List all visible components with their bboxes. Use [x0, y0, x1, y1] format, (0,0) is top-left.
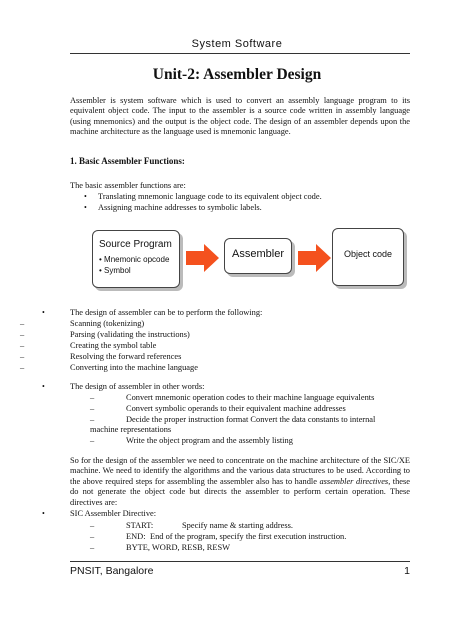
assembler-directives-term: assembler directives — [319, 476, 389, 486]
design-item: Resolving the forward references — [70, 352, 182, 361]
design-item: Converting into the machine language — [70, 363, 198, 372]
object-code-label: Object code — [343, 249, 393, 259]
function-item: Assigning machine addresses to symbolic labels. — [98, 203, 262, 212]
dash: – — [20, 352, 25, 361]
dash: – — [90, 532, 95, 541]
other-item-continued: machine representations — [90, 425, 172, 434]
directive-name: START: — [126, 521, 154, 530]
other-item: Convert symbolic operands to their equivalent machine addresses — [126, 404, 346, 413]
dash: – — [90, 543, 95, 552]
bullet: • — [42, 308, 45, 317]
object-code-box — [332, 228, 404, 286]
page-number: 1 — [404, 565, 410, 577]
footer-institution: PNSIT, Bangalore — [70, 565, 154, 577]
sic-directive-label: SIC Assembler Directive: — [70, 509, 157, 518]
directive-name: END: — [126, 532, 146, 541]
other-item: Decide the proper instruction format Convert the data constants to internal — [126, 415, 376, 424]
right-arrow-icon — [186, 244, 220, 272]
dash: – — [90, 393, 95, 402]
assembler-label: Assembler — [232, 248, 284, 260]
source-program-title: Source Program — [99, 239, 172, 250]
header-rule — [70, 53, 410, 54]
other-item: Convert mnemonic operation codes to their machine language equivalents — [126, 393, 375, 402]
dash: – — [90, 415, 95, 424]
directive-desc: Specify name & starting address. — [182, 521, 293, 530]
design-item: Scanning (tokenizing) — [70, 319, 145, 328]
right-arrow-icon — [298, 244, 332, 272]
other-words-intro: The design of assembler in other words: — [70, 382, 205, 391]
source-item: • Symbol — [99, 266, 131, 275]
design-paragraph-part: So for the design of the assembler we need to concentrate on the machine architecture of the SIC/XE machine. We need to identify the algorithms and the various data structures to be used. According to the above required steps for assembling the assembler also has to handle — [70, 456, 410, 486]
design-paragraph — [70, 456, 410, 508]
assembler-box — [224, 238, 292, 274]
section-heading: 1. Basic Assembler Functions: — [70, 156, 185, 166]
dash: – — [20, 341, 25, 350]
function-item: Translating mnemonic language code to its equivalent object code. — [98, 192, 322, 201]
design-intro: The design of assembler can be to perform the following: — [70, 308, 263, 317]
unit-title: Unit-2: Assembler Design — [152, 66, 322, 83]
bullet: • — [42, 509, 45, 518]
other-item: Write the object program and the assembly listing — [126, 436, 293, 445]
bullet: • — [42, 382, 45, 391]
dash: – — [90, 404, 95, 413]
source-item: • Mnemonic opcode — [99, 255, 170, 264]
intro-paragraph: Assembler is system software which is used to convert an assembly language program to its equivalent object code. The input to the assembler is a source code written in assembly language (using mnemonics) and the output is the object code. The design of an assembler depends upon the machine architecture as the language used is mnemonic language. — [70, 96, 410, 137]
dash: – — [20, 330, 25, 339]
directive-desc: End of the program, specify the first execution instruction. — [150, 532, 347, 541]
design-item: Creating the symbol table — [70, 341, 157, 350]
dash: – — [20, 319, 25, 328]
design-paragraph-part: , these do not generate the object code but directs the assembler to perform certain operation. These directives are: — [70, 476, 410, 507]
dash: – — [20, 363, 25, 372]
directive-name: BYTE, WORD, RESB, RESW — [126, 543, 231, 552]
footer-rule — [70, 561, 410, 562]
source-program-box — [92, 230, 180, 288]
dash: – — [90, 521, 95, 530]
design-item: Parsing (validating the instructions) — [70, 330, 190, 339]
functions-intro: The basic assembler functions are: — [70, 181, 186, 190]
dash: – — [90, 436, 95, 445]
running-header: System Software — [191, 38, 283, 50]
bullet: • — [84, 192, 87, 201]
bullet: • — [84, 203, 87, 212]
